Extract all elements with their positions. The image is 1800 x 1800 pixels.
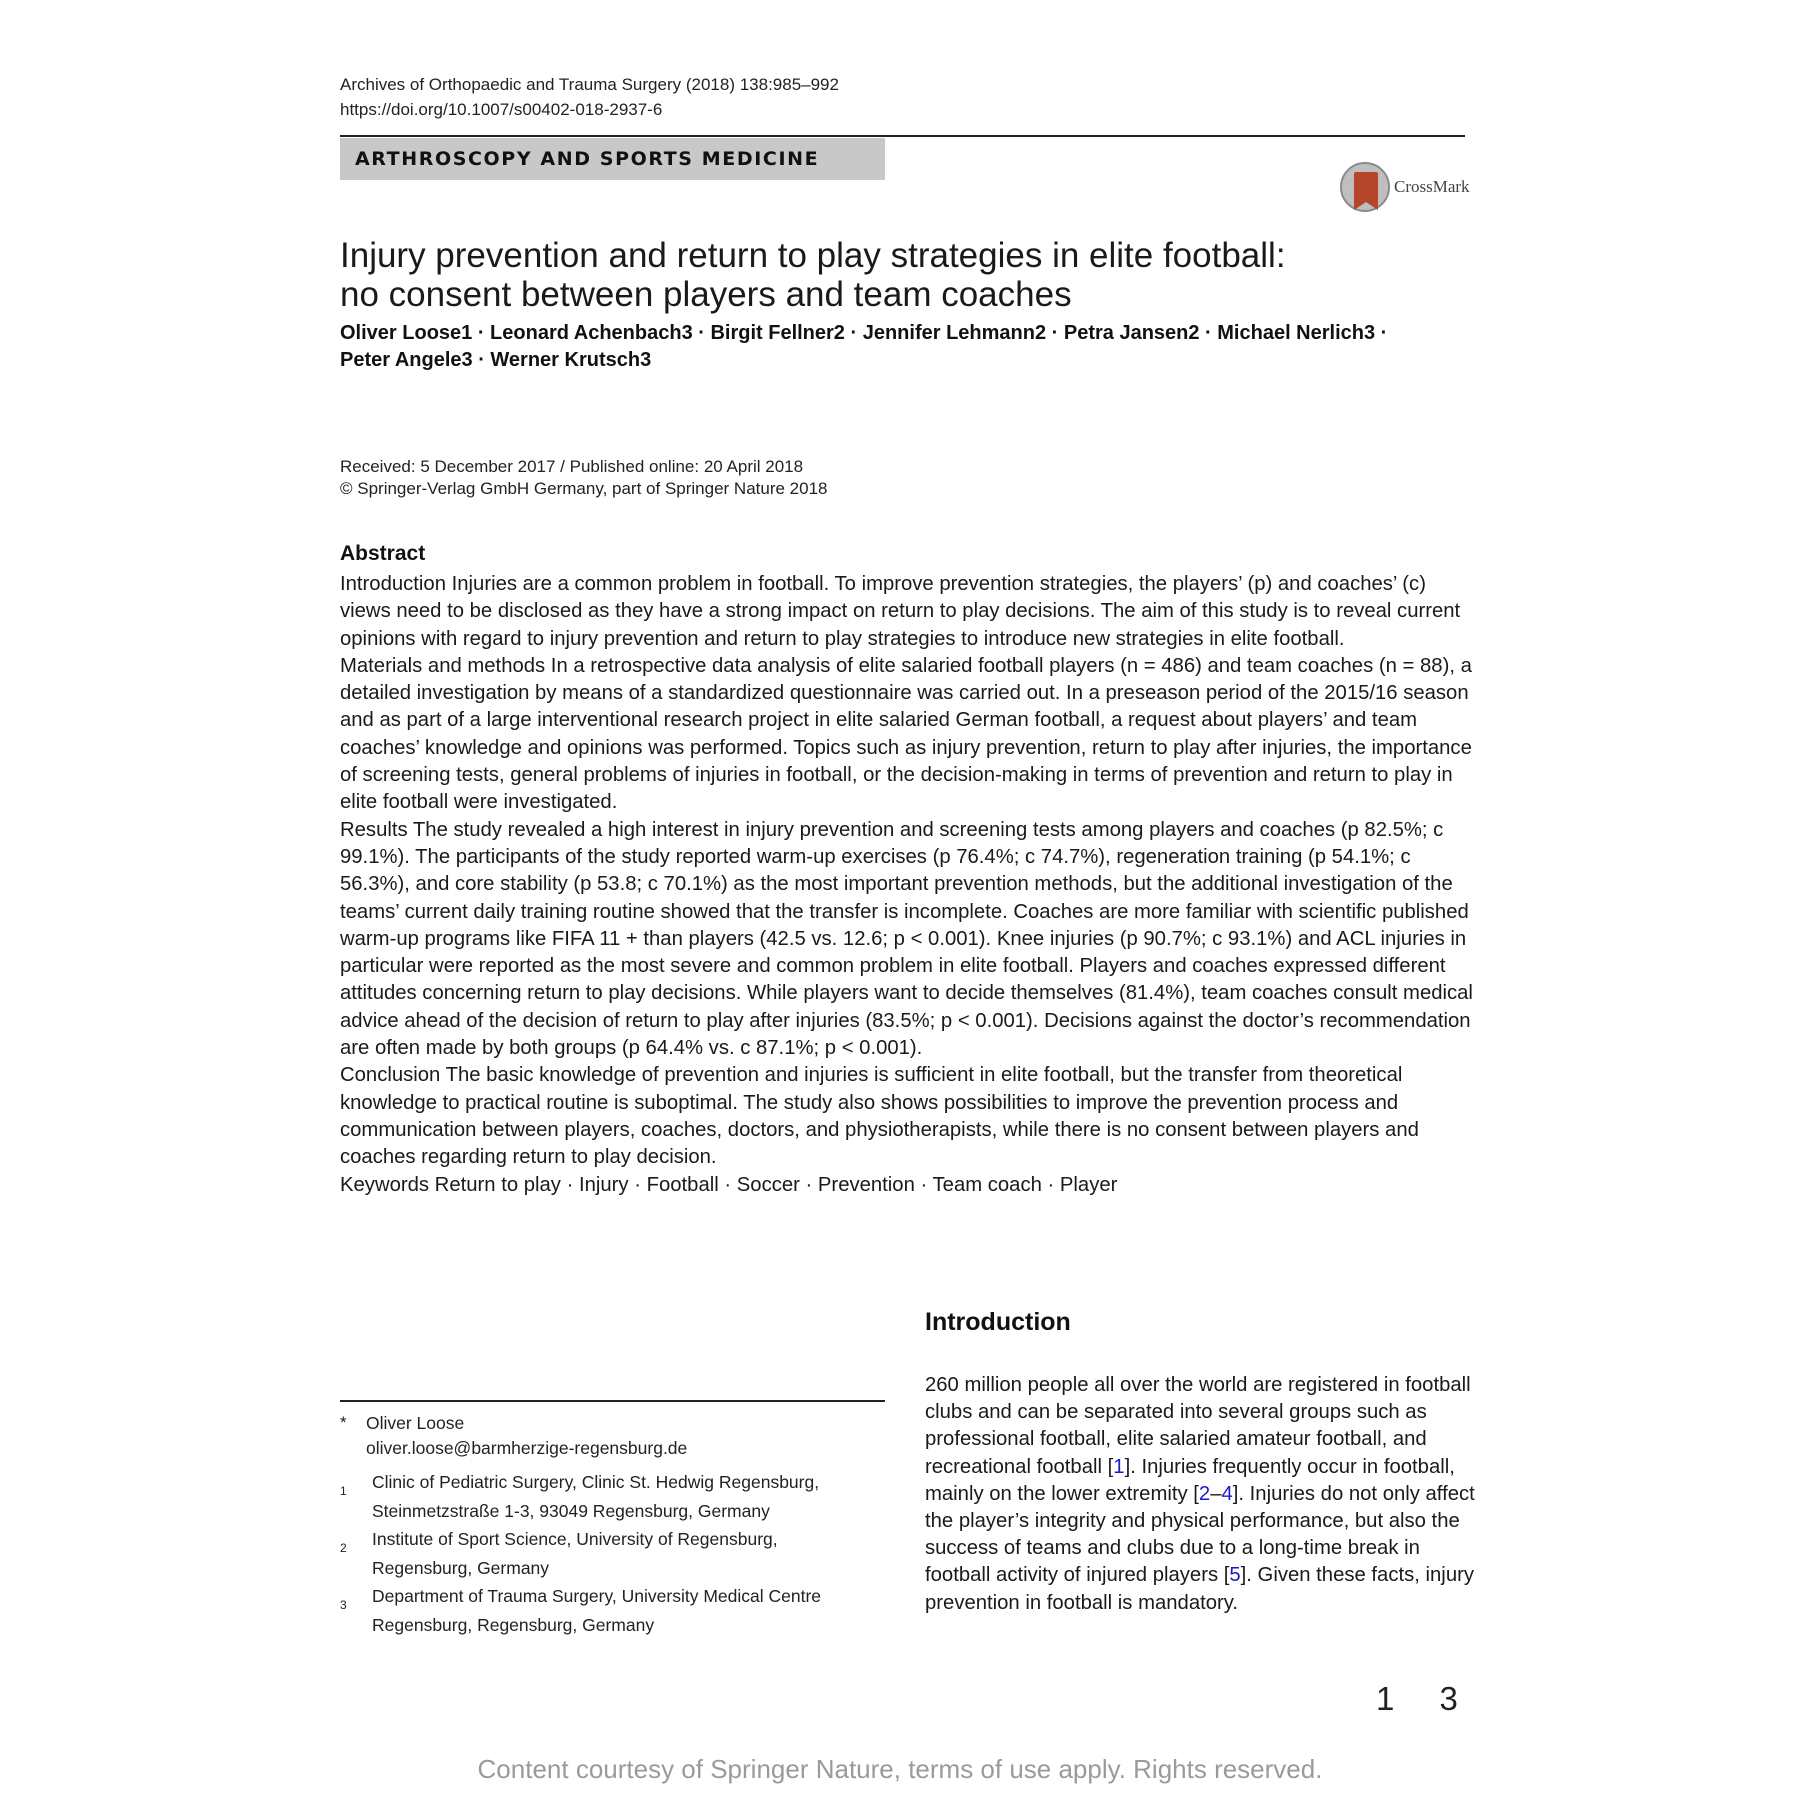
article-dates <box>340 456 1240 500</box>
abstract-results: Results The study revealed a high interest in injury prevention and screening tests among players and coaches (p 82.5%; c 99.1%). The participants of the study reported warm-up exercises (p 76.4%; c 74.7%), regeneration training (p 54.1%; c 56.3%), and core stability (p 53.8; c 70.1%) as the most important prevention methods, but the additional investigation of the teams’ current daily training routine showed that the transfer is incomplete. Coaches are more familiar with scientific published warm-up programs like FIFA 11 + than players (42.5 vs. 12.6; p < 0.001). Knee injuries (p 90.7%; c 93.1%) and ACL injuries in particular were reported as the most severe and common problem in elite football. Players and coaches expressed different attitudes concerning return to play decisions. While players want to decide themselves (81.4%), team coaches consult medical advice ahead of the decision of return to play after injuries (83.5%; p < 0.001). Decisions against the doctor’s recommendation are often made by both groups (p 64.4% vs. c 87.1%; p < 0.001). <box>340 818 1473 1060</box>
corresponding-mark: * <box>340 1413 347 1432</box>
abstract-conclusion: Conclusion The basic knowledge of prevention and injuries is sufficient in elite football, but the transfer from theoretical knowledge to practical routine is suboptimal. The study also shows possibilities to improve the prevention process and communication between players, coaches, doctors, and physiotherapists, while there is no consent between players and coaches regarding return to play decision. <box>340 1064 1419 1169</box>
page-number: 1 3 <box>1376 1680 1476 1717</box>
affiliation-2: 2 Institute of Sport Science, University of Regensburg, Regensburg, Germany <box>340 1529 778 1578</box>
abstract-methods: Materials and methods In a retrospective data analysis of elite salaried football players (n = 486) and team coaches (n = 88), a detailed investigation by means of a standardized questionnaire was carried out. In a preseason period of the 2015/16 season and as part of a large interventional research project in elite salaried German football, a request about players’ and team coaches’ knowledge and opinions was performed. Topics such as injury prevention, return to play after injuries, the importance of screening tests, general problems of injuries in football, or the decision-making in terms of prevention and return to play in elite football were investigated. <box>340 654 1472 814</box>
affiliation-3: 3 Department of Trauma Surgery, University Medical Centre Regensburg, Regensburg, Germany <box>340 1586 822 1635</box>
title-line-2: no consent between players and team coaches <box>340 275 1072 314</box>
footnote-rule <box>340 1400 885 1402</box>
abstract-body <box>340 571 1475 1199</box>
citation-link[interactable]: 1 <box>1113 1455 1125 1478</box>
citation-link[interactable]: 4 <box>1221 1482 1233 1505</box>
courtesy-footer: Content courtesy of Springer Nature, terms of use apply. Rights reserved. <box>477 1754 1323 1784</box>
abstract-introduction: Introduction Injuries are a common problem in football. To improve prevention strategies, the players’ (p) and coaches’ (c) views need to be disclosed as they have a strong impact on return to play decisions. The aim of this study is to reveal current opinions with regard to injury prevention and return to play strategies to introduce new strategies in elite football. <box>340 573 1461 650</box>
crossmark-label: CrossMark <box>1394 177 1470 196</box>
doi-link[interactable]: https://doi.org/10.1007/s00402-018-2937-6 <box>340 100 663 119</box>
introduction-body: 260 million people all over the world are registered in football clubs and can be separated into several groups such as professional football, elite salaried amateur football, and recreational football [1]. Injuries frequently occur in football, mainly on the lower extremity [2–4]. Injuries do not only affect the player’s integrity and physical performance, but also the success of teams and clubs due to a long-time break in football activity of injured players [5]. Given these facts, injury prevention in football is mandatory. <box>925 1374 1475 1614</box>
authors-line-1: Oliver Loose1 · Leonard Achenbach3 · Birgit Fellner2 · Jennifer Lehmann2 · Petra Jansen2 · Michael Nerlich3 · <box>340 322 1388 344</box>
received-published: Received: 5 December 2017 / Published online: 20 April 2018 <box>340 457 804 476</box>
introduction-heading: Introduction <box>925 1308 1071 1336</box>
abstract-heading: Abstract <box>340 542 426 565</box>
corresponding-author <box>340 1412 900 1459</box>
abstract-keywords: Keywords Return to play · Injury · Football · Soccer · Prevention · Team coach · Player <box>340 1173 1118 1196</box>
authors-line-2: Peter Angele3 · Werner Krutsch3 <box>340 349 652 371</box>
corresponding-email[interactable]: oliver.loose@barmherzige-regensburg.de <box>366 1438 688 1458</box>
copyright-line: © Springer-Verlag GmbH Germany, part of Springer Nature 2018 <box>340 479 828 498</box>
citation-link[interactable]: 2 <box>1198 1482 1211 1505</box>
crossmark-badge[interactable] <box>1340 162 1470 214</box>
header-rule <box>340 135 1465 137</box>
citation-link[interactable]: 5 <box>1229 1564 1241 1587</box>
author-list <box>340 320 1470 374</box>
section-label: ARTHROSCOPY AND SPORTS MEDICINE <box>340 138 885 180</box>
journal-citation: Archives of Orthopaedic and Trauma Surgery (2018) 138:985–992 <box>340 75 839 94</box>
affiliation-1: 1 Clinic of Pediatric Surgery, Clinic St. Hedwig Regensburg, Steinmetzstraße 1-3, 93049 Regensburg, Germany <box>340 1472 820 1521</box>
article-title <box>340 236 1470 314</box>
corresponding-name: Oliver Loose <box>366 1413 465 1433</box>
title-line-1: Injury prevention and return to play strategies in elite football: <box>340 236 1286 275</box>
crossmark-icon <box>1340 162 1390 212</box>
